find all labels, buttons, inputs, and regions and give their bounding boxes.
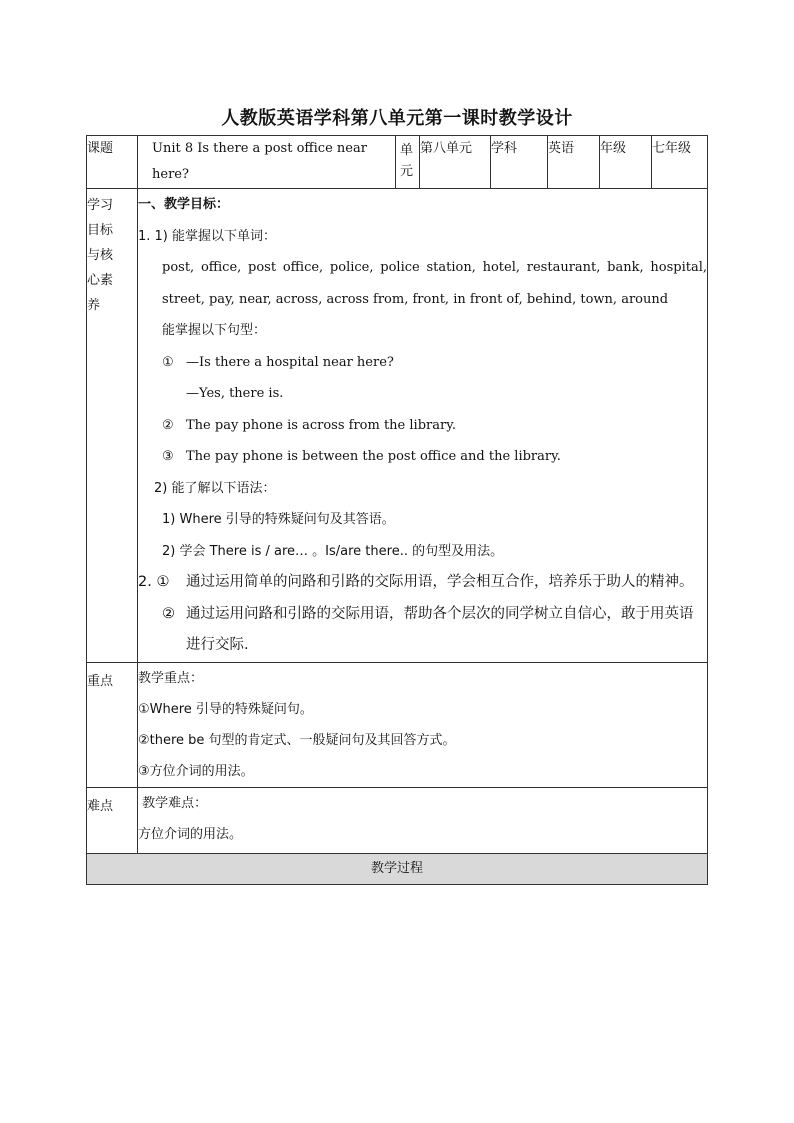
objective-2-item-2-text: 通过运用问路和引路的交际用语，帮助各个层次的同学树立自信心，敢于用英语进行交际. [186, 605, 694, 653]
sentence-3-text: The pay phone is between the post office and the library. [186, 449, 561, 464]
key-point-2: ②there be 句型的肯定式、一般疑问句及其回答方式。 [138, 732, 456, 748]
words-line-1: post, office, post office, police, police station, hotel, restaurant, bank, hospital, [162, 260, 707, 275]
sentence-3 [138, 441, 707, 473]
sentence-1 [138, 347, 707, 379]
key-points-content [138, 662, 708, 787]
topic-value: Unit 8 Is there a post office near here? [138, 136, 396, 189]
difficulties-heading: 教学难点： [138, 795, 208, 811]
objective-2-item-2-number: ② [162, 605, 175, 622]
words-intro: 1. 1) 能掌握以下单词： [138, 228, 277, 244]
grammar-item-2: 2) 学会 There is / are… 。Is/are there.. 的句型及用法。 [162, 543, 504, 559]
topic-label: 课题 [87, 136, 138, 189]
teaching-process-header: 教学过程 [87, 853, 708, 884]
objective-2-item-2 [138, 599, 707, 662]
header-row [87, 136, 708, 189]
grammar-item-1: 1) Where 引导的特殊疑问句及其答语。 [162, 512, 395, 527]
difficulties-row [87, 787, 708, 853]
process-row [87, 853, 708, 884]
subject-label: 学科 [491, 136, 548, 189]
lesson-plan-table [86, 135, 708, 885]
document-title: 人教版英语学科第八单元第一课时教学设计 [221, 108, 573, 129]
objectives-label: 学习目标与核心素养 [87, 198, 114, 313]
objectives-row [87, 189, 708, 663]
sentence-1-answer: —Yes, there is. [186, 386, 284, 401]
words-line-2: street, pay, near, across, across from, front, in front of, behind, town, around [162, 291, 669, 307]
key-point-1: ①Where 引导的特殊疑问句。 [138, 701, 313, 717]
sentence-2-number: ② [162, 417, 174, 433]
sentence-1-number: ① [162, 354, 174, 370]
sentence-2-text: The pay phone is across from the library. [186, 417, 456, 433]
key-points-row [87, 662, 708, 787]
objective-2-item-1-text: 通过运用简单的问路和引路的交际用语，学会相互合作，培养乐于助人的精神。 [186, 574, 694, 590]
sentence-2 [138, 410, 707, 442]
objectives-heading: 一、教学目标： [138, 197, 230, 212]
objective-2-item-1-number: 2. ① [138, 574, 170, 590]
difficulties-content [138, 787, 708, 853]
objectives-content [138, 189, 708, 663]
grammar-intro: 2) 能了解以下语法： [154, 480, 276, 496]
objective-2-item-1 [138, 567, 707, 599]
unit-label: 单元 [396, 136, 420, 189]
grade-value: 七年级 [652, 136, 708, 189]
unit-value: 第八单元 [420, 136, 491, 189]
sentence-3-number: ③ [162, 449, 174, 464]
key-point-3: ③方位介词的用法。 [138, 763, 254, 779]
sentences-intro: 能掌握以下句型： [162, 323, 267, 338]
key-points-heading: 教学重点： [138, 670, 204, 686]
difficulty-1: 方位介词的用法。 [138, 826, 243, 842]
difficulties-label: 难点 [87, 787, 138, 853]
subject-value: 英语 [548, 136, 600, 189]
key-points-label: 重点 [87, 662, 138, 787]
grade-label: 年级 [600, 136, 652, 189]
sentence-1-question: —Is there a hospital near here? [186, 354, 394, 370]
